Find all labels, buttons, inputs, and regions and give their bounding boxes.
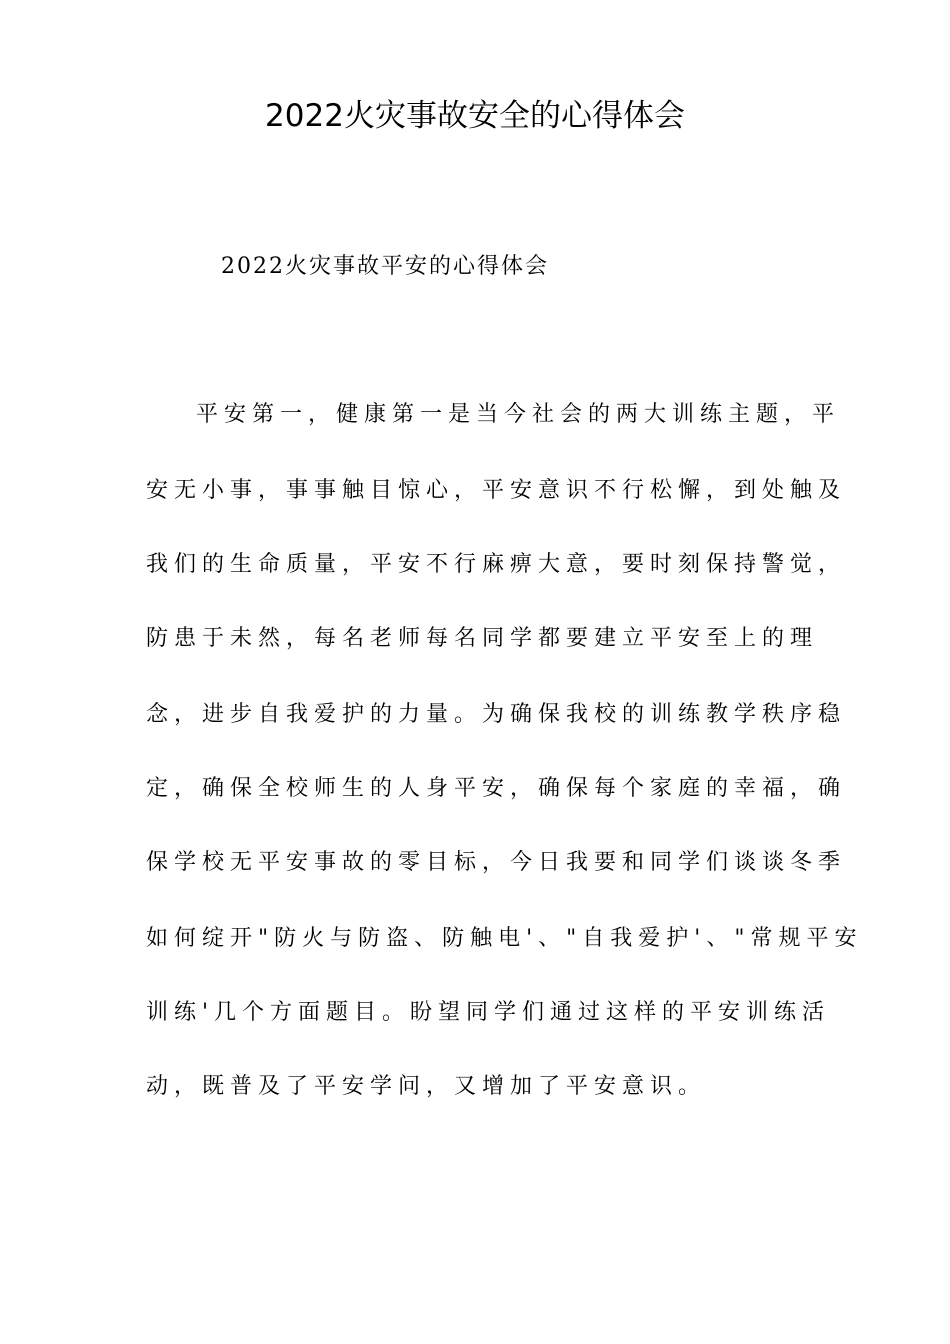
paragraph-line: 我们的生命质量，平安不行麻痹大意，要时刻保持警觉，: [146, 552, 847, 577]
paragraph-line: 动，既普及了平安学问，又增加了平安意识。: [146, 1074, 707, 1099]
paragraph-line: 如何绽开"防火与防盗、防触电'、"自我爱护'、"常规平安: [146, 926, 863, 951]
paragraph-line: 平安第一，健康第一是当今社会的两大训练主题，平: [196, 402, 841, 427]
paragraph-line: 定，确保全校师生的人身平安，确保每个家庭的幸福，确: [146, 776, 847, 801]
document-subtitle: 2022火灾事故平安的心得体会: [221, 254, 549, 279]
paragraph-line: 训练'几个方面题目。盼望同学们通过这样的平安训练活: [146, 1000, 831, 1025]
paragraph-line: 保学校无平安事故的零目标，今日我要和同学们谈谈冬季: [146, 850, 847, 875]
document-title: 2022火灾事故安全的心得体会: [265, 98, 685, 134]
paragraph-line: 安无小事，事事触目惊心，平安意识不行松懈，到处触及: [146, 478, 847, 503]
paragraph-line: 念，进步自我爱护的力量。为确保我校的训练教学秩序稳: [146, 702, 847, 727]
paragraph-line: 防患于未然，每名老师每名同学都要建立平安至上的理: [146, 626, 819, 651]
